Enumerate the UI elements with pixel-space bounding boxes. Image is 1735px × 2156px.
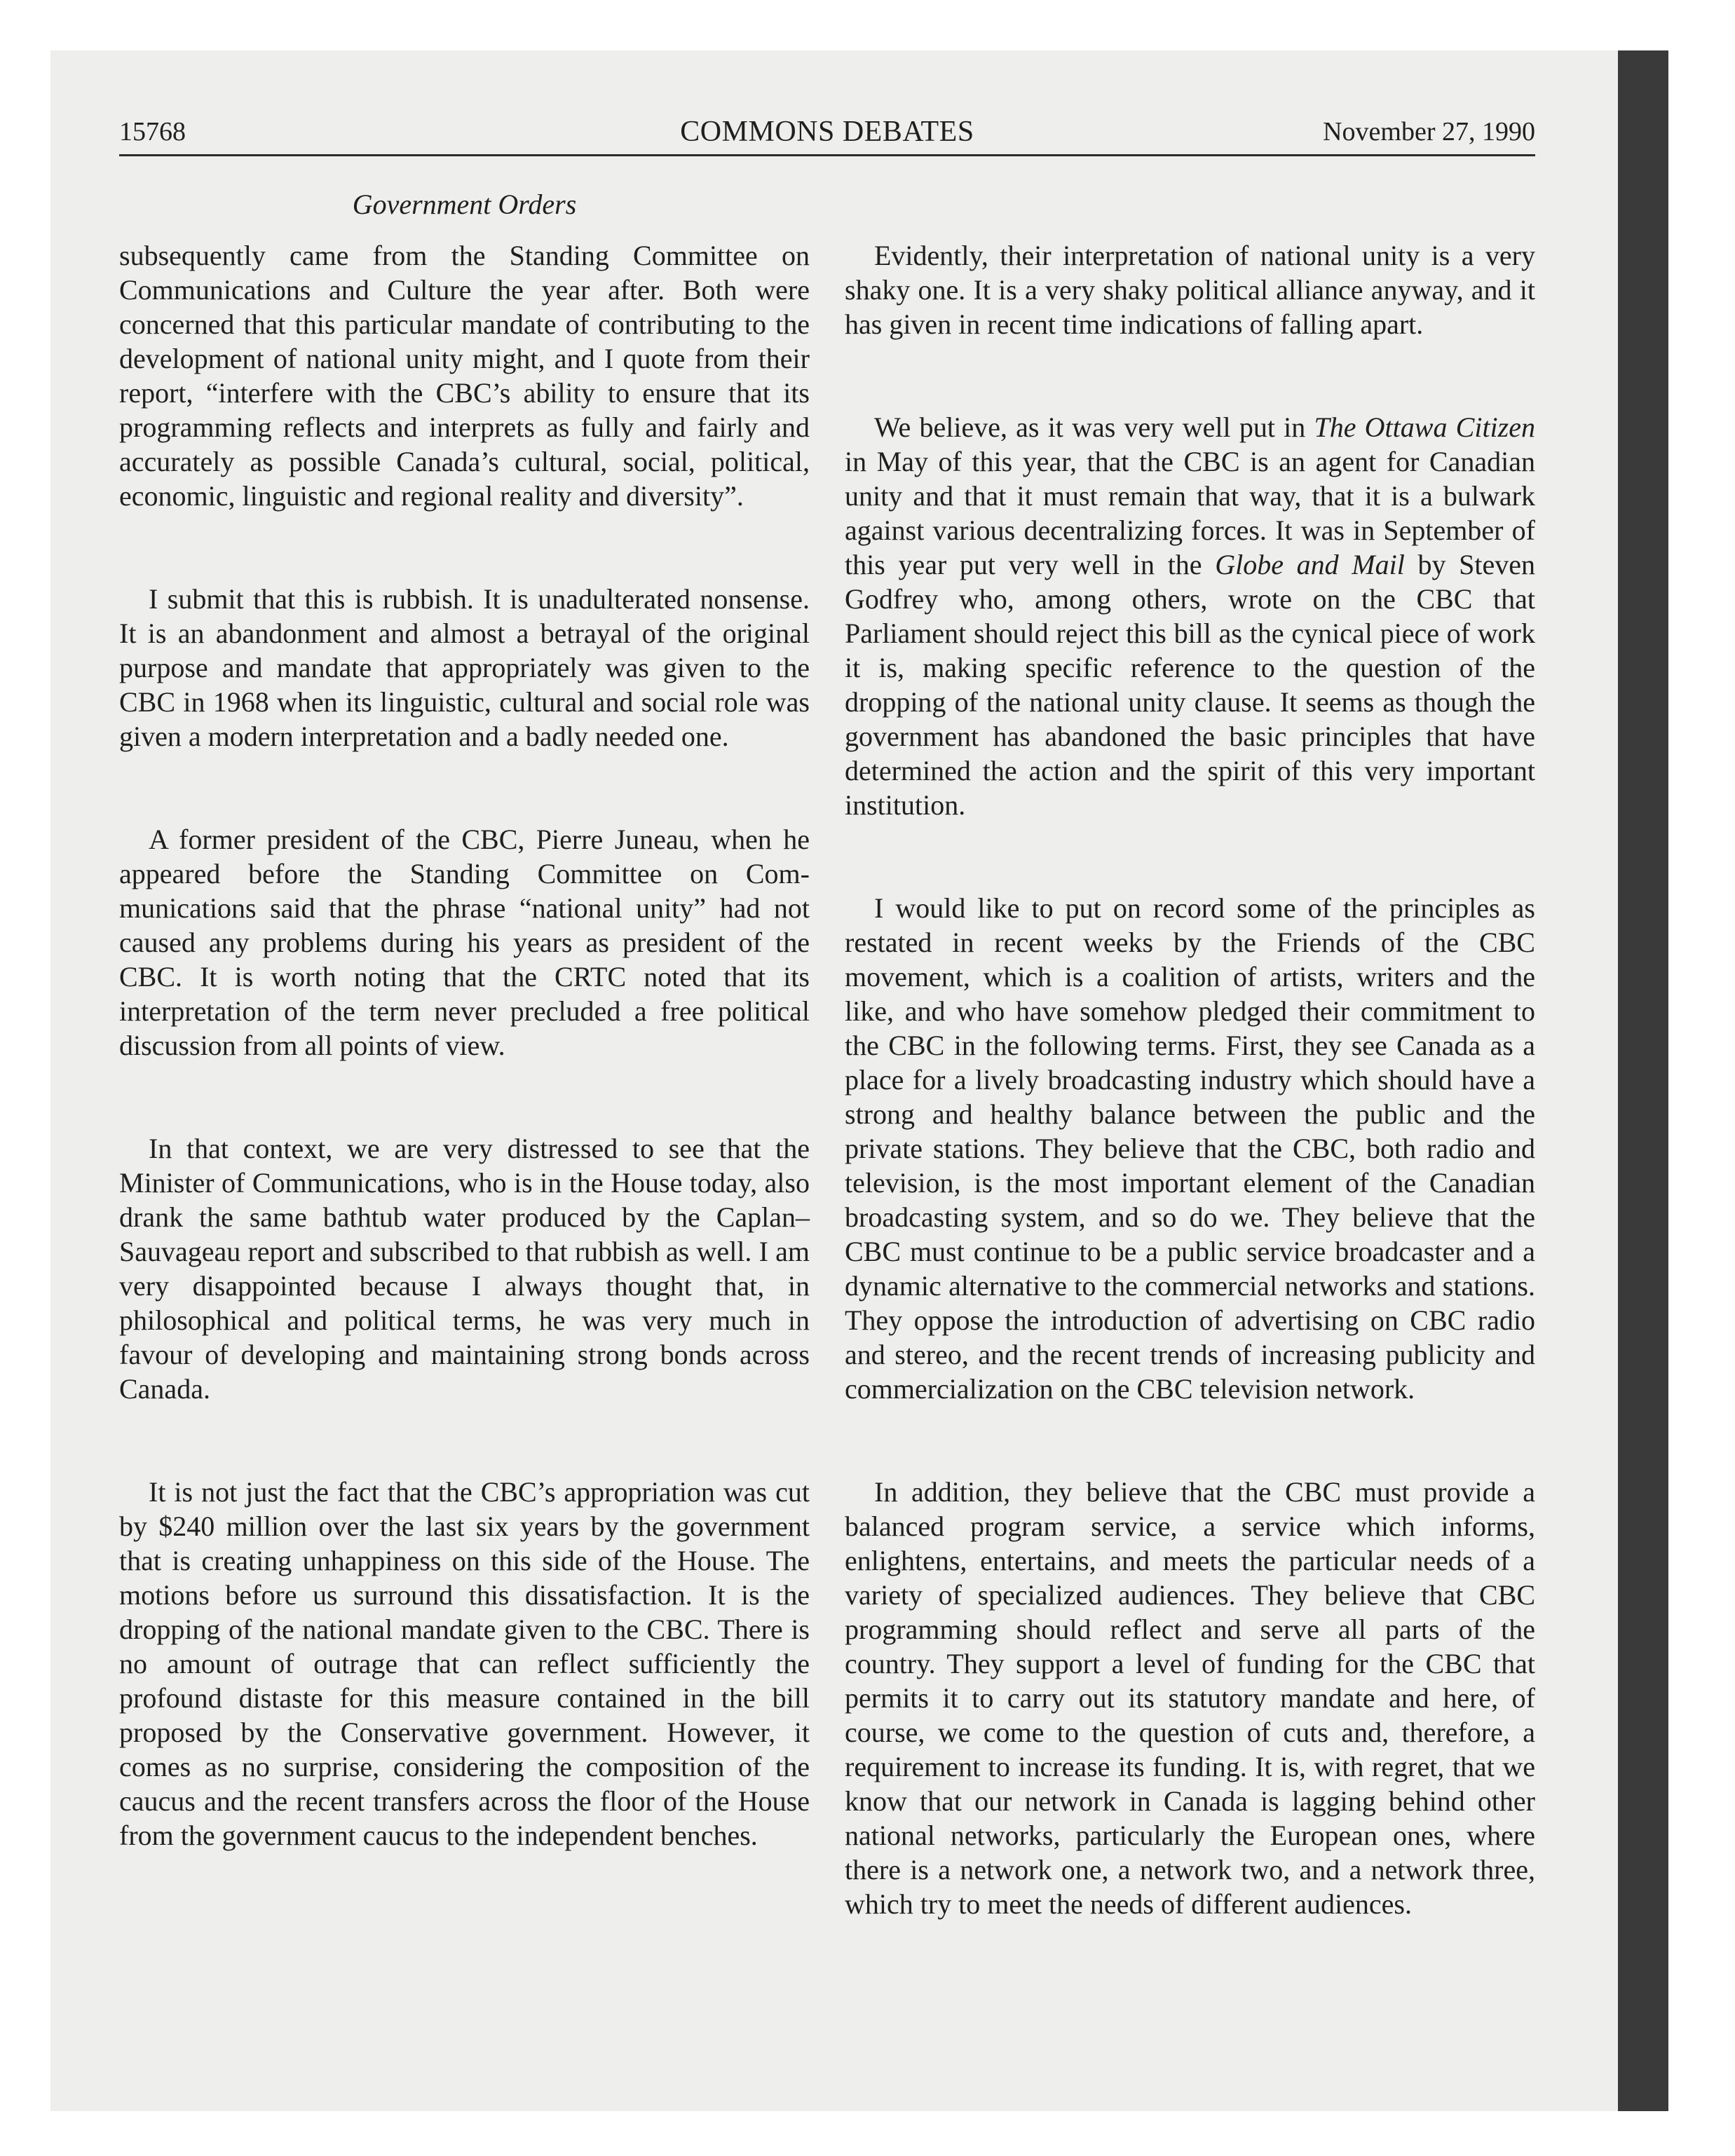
header-date: November 27, 1990 — [1323, 117, 1535, 146]
right-column — [845, 238, 1535, 1990]
paragraph-text: in May of this year, that the CBC is an agent for Canadian unity and that it must remain that way, that it is a bulwark against various decentralizing forces. It was in September of this year put very well in the — [845, 446, 1535, 580]
paragraph: A former president of the CBC, Pierre Juneau, when he appeared before the Standing Committee on Communications said that the phrase “national unity” had not caused any problems during his years as president of the CBC. It is worth noting that the CRTC noted that its interpretation of the term never precluded a free political discussion from all points of view. — [119, 824, 810, 1061]
paragraph: It is not just the fact that the CBC’s appropriation was cut by $240 million over the last six years by the government that is creating unhappiness on this side of the House. The motions before us surround this dissatisfaction. It is the dropping of the national mandate given to the CBC. There is no amount of outrage that can reflect sufficiently the profound distaste for this measure contained in the bill proposed by the Conservative government. However, it comes as no surprise, considering the composition of the caucus and the recent transfers across the floor of the House from the government caucus to the independent benches. — [119, 1476, 810, 1851]
page-binding-edge — [1618, 50, 1668, 2111]
paragraph: Evidently, their interpretation of national unity is a very shaky one. It is a very shaky political alliance anyway, and it has given in recent time indications of falling apart. — [845, 240, 1535, 340]
paragraph-text: by Steven Godfrey who, among others, wrote on the CBC that Parliament should reject this bill as the cynical piece of work it is, making specific reference to the question of the dropping of the national unity clause. It seems as though the government has abandoned the basic principles that have determined the action and the spirit of this very important institution. — [845, 549, 1535, 821]
paragraph: subsequently came from the Standing Committee on Communications and Culture the year after. Both were concerned that this particular mandate of contributing to the development of national unity might, and I quote from their report, “interfere with the CBC’s ability to ensure that its programming reflects and interprets as fully and fairly and accurately as possible Canada’s cultural, social, political, economic, linguistic and regional reality and diversity”. — [119, 240, 810, 512]
paragraph: I would like to put on record some of the principles as restated in recent weeks by the Friends of the CBC movement, which is a coalition of artists, writers and the like, and who have somehow pledged their commitment to the CBC in the following terms. First, they see Canada as a place for a lively broadcasting industry which should have a strong and healthy balance between the public and the private stations. They believe that the CBC, both radio and television, is the most important element of the Canadian broadcasting system, and so do we. They believe that the CBC must continue to be a public service broadcaster and a dynamic alternative to the commercial networks and stations. They oppose the introduction of advertising on CBC radio and stereo, and the recent trends of increasing publicity and commercialization on the CBC television network. — [845, 892, 1535, 1405]
section-heading: Government Orders — [352, 189, 577, 220]
paragraph: In addition, they believe that the CBC must provide a balanced program service, a service which informs, enlightens, entertains, and meets the particular needs of a variety of specialized audiences. They believe that CBC programming should reflect and serve all parts of the country. They support a level of funding for the CBC that permits it to carry out its statutory mandate and here, of course, we come to the question of cuts and, therefore, a requirement to increase its funding. It is, with regret, that we know that our network in Canada is lagging behind other national networks, particularly the European ones, where there is a network one, a network two, and a network three, which try to meet the needs of different audiences. — [845, 1476, 1535, 1920]
page-number: 15768 — [119, 117, 186, 146]
paragraph: In that context, we are very distressed to see that the Minister of Communications, who is in the House today, also drank the same bathtub water produced by the Caplan–Sauvageau report and subscribed to that rubbish as well. I am very disappointed because I always thought that, in philosophical and political terms, he was very much in favour of developing and maintaining strong bonds across Canada. — [119, 1133, 810, 1405]
paragraph-text: We believe, as it was very well put in — [874, 411, 1314, 443]
newspaper-title: Globe and Mail — [1215, 549, 1405, 580]
paragraph — [845, 410, 1535, 822]
paragraph: I submit that this is rubbish. It is unadulterated nonsense. It is an abandonment and almost a betrayal of the original purpose and mandate that appropriately was given to the CBC in 1968 when its linguistic, cultural and social role was given a modern interpretation and a badly needed one. — [119, 583, 810, 752]
newspaper-title: The Ottawa Citizen — [1314, 411, 1535, 443]
page-header — [119, 112, 1535, 156]
publication-title: COMMONS DEBATES — [680, 116, 974, 148]
left-column — [119, 238, 810, 1921]
